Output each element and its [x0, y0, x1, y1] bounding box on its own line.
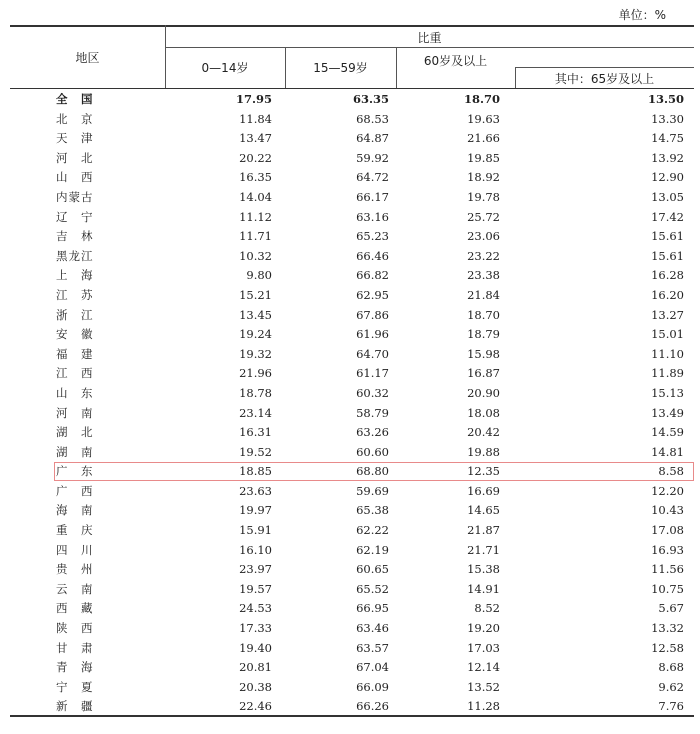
region-cell: 浙 江	[56, 307, 94, 322]
value-15-59: 59.69	[356, 483, 389, 498]
value-60-plus: 19.85	[467, 150, 500, 165]
value-15-59: 64.72	[356, 170, 389, 185]
region-cell: 江 苏	[56, 287, 94, 302]
value-65-plus: 9.62	[658, 679, 684, 694]
value-15-59: 61.96	[356, 327, 389, 342]
value-0-14: 22.46	[239, 699, 272, 714]
value-65-plus: 8.58	[658, 464, 684, 479]
value-65-plus: 8.68	[658, 660, 684, 675]
value-65-plus: 16.20	[651, 287, 684, 302]
value-15-59: 63.26	[356, 425, 389, 440]
value-15-59: 66.82	[356, 268, 389, 283]
region-cell: 湖 南	[56, 444, 94, 459]
value-60-plus: 15.98	[467, 346, 500, 361]
value-0-14: 19.24	[239, 327, 272, 342]
table-row	[10, 423, 694, 443]
value-60-plus: 13.52	[467, 679, 500, 694]
table-row	[10, 560, 694, 580]
value-0-14: 23.14	[239, 405, 272, 420]
value-65-plus: 10.43	[651, 503, 684, 518]
value-0-14: 23.63	[239, 483, 272, 498]
value-65-plus: 14.81	[651, 444, 684, 459]
value-65-plus: 15.61	[651, 248, 684, 263]
value-60-plus: 18.92	[467, 170, 500, 185]
table-row	[10, 129, 694, 149]
value-60-plus: 25.72	[467, 209, 500, 224]
value-0-14: 19.40	[239, 640, 272, 655]
region-cell: 湖 北	[56, 425, 94, 440]
value-15-59: 60.32	[356, 385, 389, 400]
value-0-14: 13.47	[239, 131, 272, 146]
region-cell: 天 津	[56, 131, 94, 146]
value-15-59: 61.17	[356, 366, 389, 381]
value-65-plus: 13.50	[647, 92, 684, 106]
unit-label: 单位：%	[618, 8, 666, 22]
header-col1: 0—14岁	[201, 61, 249, 75]
region-cell: 贵 州	[56, 562, 94, 577]
value-15-59: 58.79	[356, 405, 389, 420]
value-65-plus: 14.75	[651, 131, 684, 146]
value-60-plus: 19.63	[467, 111, 500, 126]
region-cell: 青 海	[56, 660, 94, 675]
table-row	[10, 364, 694, 384]
value-65-plus: 16.28	[651, 268, 684, 283]
value-0-14: 18.85	[239, 464, 272, 479]
region-cell: 河 南	[56, 405, 94, 420]
value-0-14: 19.57	[239, 581, 272, 596]
value-60-plus: 18.08	[467, 405, 500, 420]
value-15-59: 63.16	[356, 209, 389, 224]
region-cell: 河 北	[56, 150, 94, 165]
value-0-14: 20.81	[239, 660, 272, 675]
region-cell: 陕 西	[56, 621, 94, 636]
region-cell: 重 庆	[56, 523, 94, 538]
value-0-14: 16.31	[239, 425, 272, 440]
table-row	[10, 345, 694, 365]
value-60-plus: 12.35	[467, 464, 500, 479]
table-row	[10, 227, 694, 247]
value-65-plus: 12.58	[651, 640, 684, 655]
value-65-plus: 12.90	[651, 170, 684, 185]
table-row	[10, 443, 694, 463]
value-60-plus: 15.38	[467, 562, 500, 577]
value-65-plus: 11.10	[651, 346, 684, 361]
value-15-59: 65.38	[356, 503, 389, 518]
value-60-plus: 14.91	[467, 581, 500, 596]
table-row	[10, 619, 694, 639]
value-15-59: 63.46	[356, 621, 389, 636]
table-row	[10, 325, 694, 345]
value-15-59: 59.92	[356, 150, 389, 165]
value-15-59: 60.60	[356, 444, 389, 459]
table-row	[10, 188, 694, 208]
table-row	[10, 149, 694, 169]
value-0-14: 15.91	[239, 523, 272, 538]
value-65-plus: 13.05	[651, 189, 684, 204]
value-65-plus: 13.27	[651, 307, 684, 322]
value-60-plus: 21.71	[467, 542, 500, 557]
value-65-plus: 12.20	[651, 483, 684, 498]
value-15-59: 66.09	[356, 679, 389, 694]
value-60-plus: 18.70	[467, 307, 500, 322]
value-65-plus: 17.42	[651, 209, 684, 224]
value-0-14: 19.97	[239, 503, 272, 518]
value-0-14: 11.71	[239, 229, 272, 244]
value-0-14: 9.80	[246, 268, 272, 283]
value-60-plus: 23.22	[467, 248, 500, 263]
region-cell: 吉 林	[56, 229, 94, 244]
value-15-59: 62.19	[356, 542, 389, 557]
table-row	[10, 658, 694, 678]
value-65-plus: 13.92	[651, 150, 684, 165]
value-65-plus: 13.30	[651, 111, 684, 126]
header-group: 比重	[417, 31, 442, 45]
value-15-59: 67.04	[356, 660, 389, 675]
header-col3: 60岁及以上	[423, 54, 488, 68]
value-60-plus: 18.79	[467, 327, 500, 342]
table-row	[10, 90, 694, 110]
value-15-59: 65.52	[356, 581, 389, 596]
value-65-plus: 15.01	[651, 327, 684, 342]
value-0-14: 21.96	[239, 366, 272, 381]
value-15-59: 63.35	[352, 92, 389, 106]
value-60-plus: 16.69	[467, 483, 500, 498]
value-0-14: 16.35	[239, 170, 272, 185]
value-15-59: 64.87	[356, 131, 389, 146]
value-60-plus: 21.87	[467, 523, 500, 538]
region-cell: 西 藏	[56, 601, 94, 616]
header-region: 地区	[75, 51, 100, 65]
value-15-59: 66.26	[356, 699, 389, 714]
table-row	[10, 678, 694, 698]
table-row	[10, 208, 694, 228]
value-65-plus: 11.56	[651, 562, 684, 577]
region-cell: 广 东	[56, 464, 94, 479]
value-60-plus: 20.90	[467, 385, 500, 400]
value-60-plus: 19.78	[467, 189, 500, 204]
table-row	[10, 266, 694, 286]
value-15-59: 62.22	[356, 523, 389, 538]
value-65-plus: 11.89	[651, 366, 684, 381]
table-row	[10, 286, 694, 306]
value-65-plus: 16.93	[651, 542, 684, 557]
table-row	[10, 501, 694, 521]
value-0-14: 19.32	[239, 346, 272, 361]
value-0-14: 11.84	[239, 111, 272, 126]
table-row	[10, 168, 694, 188]
value-0-14: 18.78	[239, 385, 272, 400]
value-0-14: 17.95	[235, 92, 272, 106]
header-divider	[515, 67, 694, 68]
value-0-14: 16.10	[239, 542, 272, 557]
table-body	[10, 90, 694, 717]
value-65-plus: 17.08	[651, 523, 684, 538]
value-0-14: 19.52	[239, 444, 272, 459]
table-row	[10, 639, 694, 659]
value-0-14: 24.53	[239, 601, 272, 616]
value-0-14: 10.32	[239, 248, 272, 263]
value-65-plus: 13.49	[651, 405, 684, 420]
header-col4: 其中：65岁及以上	[554, 72, 655, 86]
region-cell: 海 南	[56, 503, 94, 518]
table-row	[10, 599, 694, 619]
value-60-plus: 18.70	[463, 92, 500, 106]
value-65-plus: 15.13	[651, 385, 684, 400]
region-cell: 甘 肃	[56, 640, 94, 655]
value-15-59: 65.23	[356, 229, 389, 244]
region-cell: 黑龙江	[56, 248, 94, 263]
value-15-59: 68.53	[356, 111, 389, 126]
region-cell: 新 疆	[56, 699, 94, 714]
value-0-14: 11.12	[239, 209, 272, 224]
value-0-14: 14.04	[239, 189, 272, 204]
value-60-plus: 21.66	[467, 131, 500, 146]
region-cell: 安 徽	[56, 327, 94, 342]
header-col2: 15—59岁	[313, 61, 368, 75]
header-bottom-rule	[10, 88, 694, 89]
value-60-plus: 20.42	[467, 425, 500, 440]
table-top-rule	[10, 25, 694, 27]
value-15-59: 66.46	[356, 248, 389, 263]
region-cell: 辽 宁	[56, 209, 94, 224]
value-60-plus: 14.65	[467, 503, 500, 518]
table-row	[10, 521, 694, 541]
table-row	[10, 247, 694, 267]
highlight-box	[54, 462, 694, 481]
value-0-14: 23.97	[239, 562, 272, 577]
value-65-plus: 7.76	[658, 699, 684, 714]
value-60-plus: 23.38	[467, 268, 500, 283]
region-cell: 广 西	[56, 483, 94, 498]
table-row	[10, 110, 694, 130]
value-0-14: 13.45	[239, 307, 272, 322]
value-60-plus: 21.84	[467, 287, 500, 302]
header-divider	[165, 47, 694, 48]
value-15-59: 68.80	[356, 464, 389, 479]
table-row	[10, 580, 694, 600]
region-cell: 四 川	[56, 542, 94, 557]
value-0-14: 17.33	[239, 621, 272, 636]
value-15-59: 63.57	[356, 640, 389, 655]
region-cell: 福 建	[56, 346, 94, 361]
value-60-plus: 17.03	[467, 640, 500, 655]
table-row	[10, 404, 694, 424]
table-row	[10, 384, 694, 404]
table-row	[10, 462, 694, 482]
region-cell: 山 东	[56, 385, 94, 400]
region-cell: 宁 夏	[56, 679, 94, 694]
region-cell: 内蒙古	[56, 189, 94, 204]
region-cell: 北 京	[56, 111, 94, 126]
value-60-plus: 12.14	[467, 660, 500, 675]
value-0-14: 15.21	[239, 287, 272, 302]
table-row	[10, 541, 694, 561]
value-65-plus: 10.75	[651, 581, 684, 596]
value-60-plus: 19.20	[467, 621, 500, 636]
region-cell: 全 国	[56, 92, 94, 106]
region-cell: 上 海	[56, 268, 94, 283]
value-65-plus: 5.67	[658, 601, 684, 616]
region-cell: 山 西	[56, 170, 94, 185]
value-60-plus: 16.87	[467, 366, 500, 381]
value-60-plus: 19.88	[467, 444, 500, 459]
value-15-59: 64.70	[356, 346, 389, 361]
value-60-plus: 23.06	[467, 229, 500, 244]
value-0-14: 20.38	[239, 679, 272, 694]
region-cell: 江 西	[56, 366, 94, 381]
value-65-plus: 13.32	[651, 621, 684, 636]
value-65-plus: 15.61	[651, 229, 684, 244]
table-bottom-rule	[10, 715, 694, 717]
value-15-59: 60.65	[356, 562, 389, 577]
table-row	[10, 306, 694, 326]
table-row	[10, 482, 694, 502]
value-15-59: 66.17	[356, 189, 389, 204]
value-0-14: 20.22	[239, 150, 272, 165]
value-15-59: 67.86	[356, 307, 389, 322]
value-60-plus: 11.28	[467, 699, 500, 714]
region-cell: 云 南	[56, 581, 94, 596]
value-15-59: 62.95	[356, 287, 389, 302]
value-60-plus: 8.52	[474, 601, 500, 616]
value-65-plus: 14.59	[651, 425, 684, 440]
value-15-59: 66.95	[356, 601, 389, 616]
